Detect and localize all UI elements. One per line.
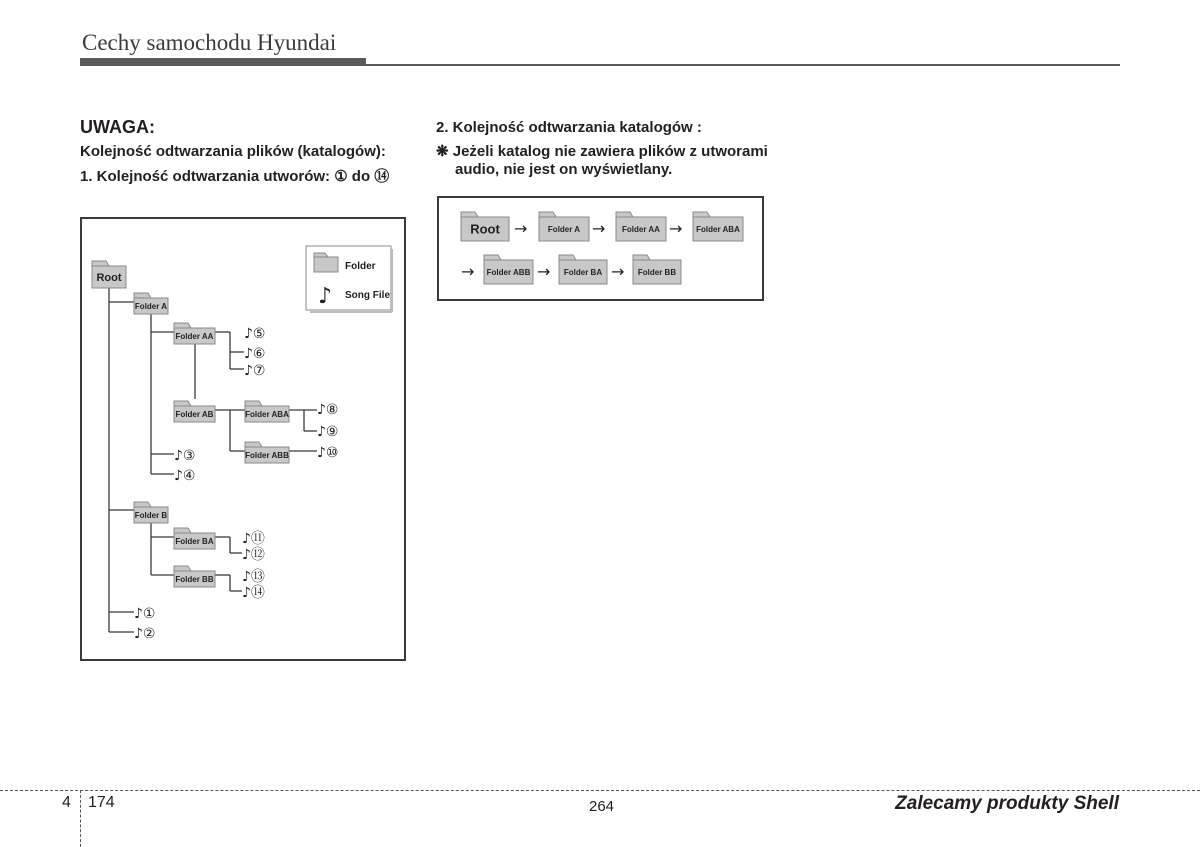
order-folder-bb: [633, 255, 681, 284]
arrow-icon: →: [611, 262, 625, 281]
legend: [306, 246, 392, 312]
note-title: UWAGA:: [80, 117, 155, 137]
legend-folder-tab-icon: [314, 253, 328, 257]
folder-tab-icon: [245, 401, 262, 406]
folder-abb: [245, 442, 289, 463]
folder-label: Folder AA: [622, 224, 660, 234]
tree-diagram: [80, 217, 406, 661]
order-folder-ba: [559, 255, 607, 284]
folder-label: Folder AB: [175, 409, 214, 419]
order-folder-root: [461, 212, 509, 241]
footer-brand: Zalecamy produkty Shell: [895, 793, 1119, 814]
legend-folder-label: Folder: [345, 261, 376, 272]
folder-tab-icon: [134, 502, 151, 507]
folder-tab-icon: [693, 212, 710, 217]
arrow-icon: →: [461, 262, 475, 281]
folder-tab-icon: [245, 442, 262, 447]
song-file-label: ♪⑭: [242, 585, 265, 601]
song-file-label: ♪⑨: [317, 424, 339, 440]
order-folder-a: [539, 212, 589, 241]
folder-tab-icon: [92, 261, 109, 266]
folder-tab-icon: [174, 566, 191, 571]
header-title: Cechy samochodu Hyundai: [82, 30, 337, 55]
folder-label: Folder ABA: [696, 224, 740, 234]
folder-label: Folder BA: [175, 536, 214, 546]
legend-note-icon: ♪: [318, 284, 333, 309]
note-line-2: 1. Kolejność odtwarzania utworów: ① do ⑭: [80, 168, 390, 185]
header-rule: [80, 64, 1120, 66]
legend-folder-icon: [314, 257, 338, 272]
legend-song-label: Song File: [345, 290, 390, 301]
folder-label: Folder ABB: [486, 267, 531, 277]
song-file-label: ♪③: [174, 448, 196, 464]
arrow-icon: →: [669, 219, 683, 238]
folder-label: Root: [96, 271, 122, 284]
folder-label: Folder ABA: [245, 409, 289, 419]
song-file-label: ♪⑧: [317, 402, 339, 418]
footer-rule: [0, 790, 1200, 791]
footer-section-number: 4: [62, 794, 71, 811]
song-file-label: ♪⑤: [244, 326, 266, 342]
song-file-label: ♪①: [134, 606, 156, 622]
folder-label: Folder A: [547, 224, 581, 234]
footer-page-number: 174: [88, 794, 115, 811]
folder-tab-icon: [174, 528, 191, 533]
folder-order-diagram: [437, 196, 764, 301]
order-note-line-2: audio, nie jest on wyświetlany.: [455, 161, 673, 178]
tree-diagram-svg: [82, 219, 404, 659]
folder-tab-icon: [633, 255, 650, 260]
folder-order-svg: [439, 198, 762, 299]
folder-root: [92, 261, 126, 288]
folder-ab: [174, 401, 215, 422]
song-file-label: ♪⑥: [244, 346, 266, 362]
folder-tab-icon: [484, 255, 501, 260]
order-heading: 2. Kolejność odtwarzania katalogów :: [436, 119, 702, 136]
arrow-icon: →: [592, 219, 606, 238]
song-file-label: ♪②: [134, 626, 156, 642]
folder-label: Folder A: [134, 301, 168, 311]
folder-tab-icon: [559, 255, 576, 260]
song-file-label: ♪⑬: [242, 569, 265, 585]
song-file-label: ♪⑪: [242, 531, 265, 547]
folder-bb: [174, 566, 215, 587]
folder-label: Folder BA: [563, 267, 603, 277]
footer-divider: [80, 790, 81, 847]
footer-center-number: 264: [589, 798, 615, 815]
order-folder-aba: [693, 212, 743, 241]
folder-a: [134, 293, 168, 314]
order-folder-abb: [484, 255, 533, 284]
arrow-icon: →: [537, 262, 551, 281]
song-file-label: ♪⑫: [242, 547, 265, 563]
folder-label: Root: [470, 221, 500, 237]
folder-label: Folder ABB: [245, 450, 289, 460]
folder-tab-icon: [539, 212, 556, 217]
folder-aa: [174, 323, 215, 344]
song-file-label: ♪⑩: [317, 445, 339, 461]
arrow-icon: →: [514, 219, 528, 238]
folder-tab-icon: [134, 293, 151, 298]
folder-ba: [174, 528, 215, 549]
song-file-label: ♪④: [174, 468, 196, 484]
folder-aba: [245, 401, 289, 422]
note-line-1: Kolejność odtwarzania plików (katalogów):: [80, 143, 386, 160]
folder-label: Folder BB: [175, 574, 214, 584]
folder-b: [134, 502, 168, 523]
folder-tab-icon: [616, 212, 633, 217]
folder-label: Folder AA: [175, 331, 214, 341]
order-folder-aa: [616, 212, 666, 241]
folder-tab-icon: [174, 401, 191, 406]
song-file-label: ♪⑦: [244, 363, 266, 379]
order-note-line-1: ❋ Jeżeli katalog nie zawiera plików z utworami: [436, 143, 768, 160]
folder-tab-icon: [174, 323, 191, 328]
folder-label: Folder B: [134, 510, 168, 520]
folder-label: Folder BB: [637, 267, 677, 277]
folder-tab-icon: [461, 212, 478, 217]
